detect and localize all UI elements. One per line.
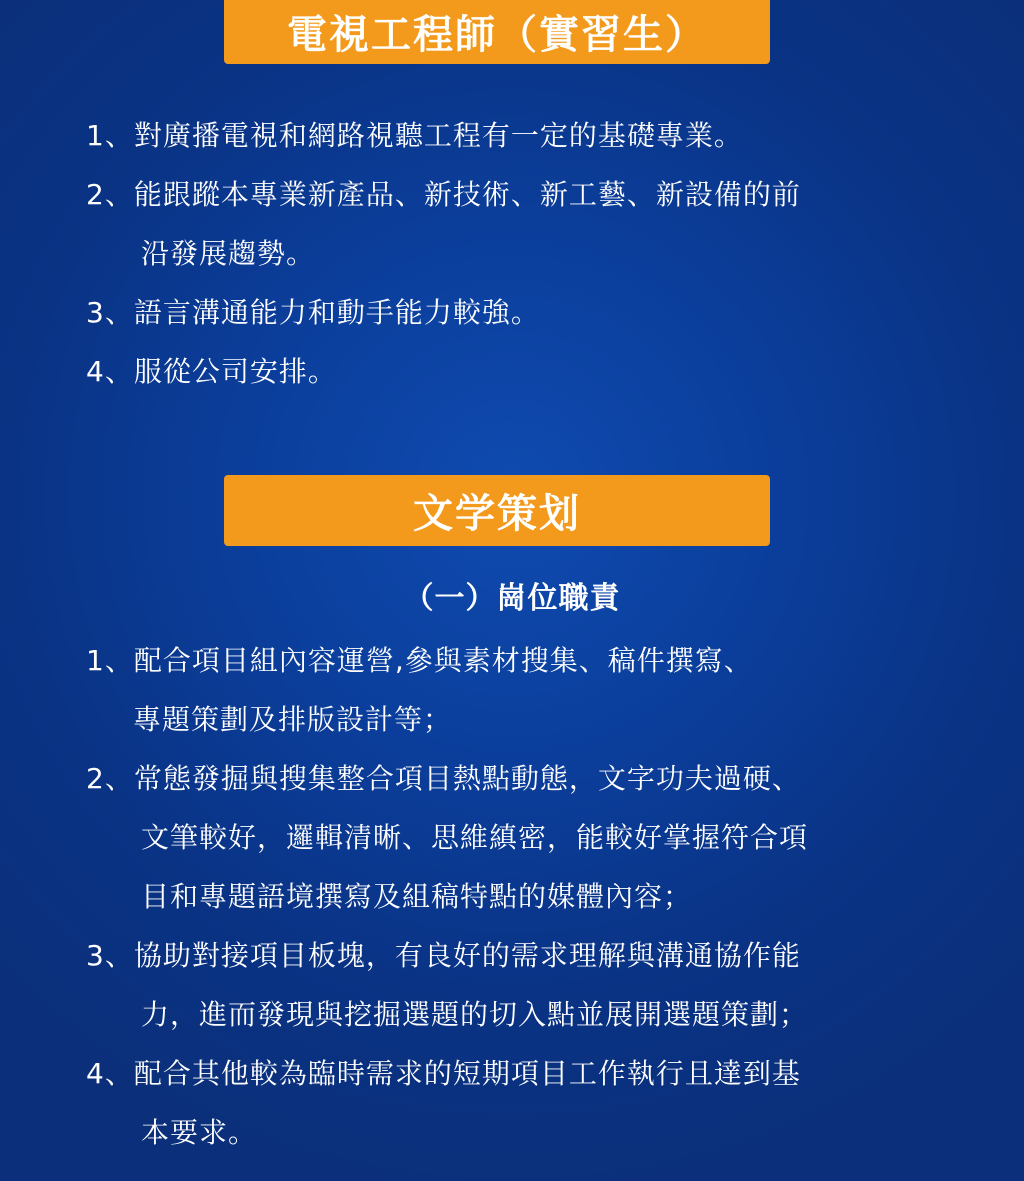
list-item bbox=[86, 165, 956, 283]
list-item bbox=[86, 749, 956, 926]
list-item-line: 2、常態發掘與搜集整合項目熱點動態，文字功夫過硬、 bbox=[86, 762, 801, 795]
list-item bbox=[86, 106, 956, 165]
section-title-banner-literary-planning bbox=[224, 475, 770, 546]
responsibilities-list bbox=[86, 631, 956, 1162]
list-item-line: 4、服從公司安排。 bbox=[86, 355, 337, 388]
list-item bbox=[86, 1044, 956, 1162]
list-item-line: 力，進而發現與挖掘選題的切入點並展開選題策劃； bbox=[141, 998, 809, 1031]
list-item bbox=[86, 631, 956, 749]
requirements-list bbox=[86, 106, 956, 401]
list-item-line: 本要求。 bbox=[141, 1116, 258, 1149]
section-title: 電視工程師（實習生） bbox=[287, 11, 707, 58]
list-item-line: 專題策劃及排版設計等； bbox=[133, 703, 453, 736]
list-item-line: 1、對廣播電視和網路視聽工程有一定的基礎專業。 bbox=[86, 119, 743, 152]
list-item-line: 1、配合項目組內容運營,參與素材搜集、稿件撰寫、 bbox=[86, 644, 753, 677]
list-item-line: 文筆較好，邏輯清晰、思維縝密，能較好掌握符合項 bbox=[141, 821, 809, 854]
section-title-banner-tv-engineer bbox=[224, 0, 770, 64]
list-item-line: 沿發展趨勢。 bbox=[141, 237, 316, 270]
list-item-line: 目和專題語境撰寫及組稿特點的媒體內容； bbox=[141, 880, 693, 913]
list-item bbox=[86, 926, 956, 1044]
list-item-line: 3、協助對接項目板塊，有良好的需求理解與溝通協作能 bbox=[86, 939, 801, 972]
list-item bbox=[86, 283, 956, 342]
list-item-line: 4、配合其他較為臨時需求的短期項目工作執行且達到基 bbox=[86, 1057, 801, 1090]
list-item bbox=[86, 342, 956, 401]
section-title: 文学策划 bbox=[413, 491, 581, 537]
list-item-line: 3、語言溝通能力和動手能力較強。 bbox=[86, 296, 540, 329]
list-item-line: 2、能跟蹤本專業新產品、新技術、新工藝、新設備的前 bbox=[86, 178, 801, 211]
section-subheading: （一）崗位職責 bbox=[403, 581, 621, 616]
